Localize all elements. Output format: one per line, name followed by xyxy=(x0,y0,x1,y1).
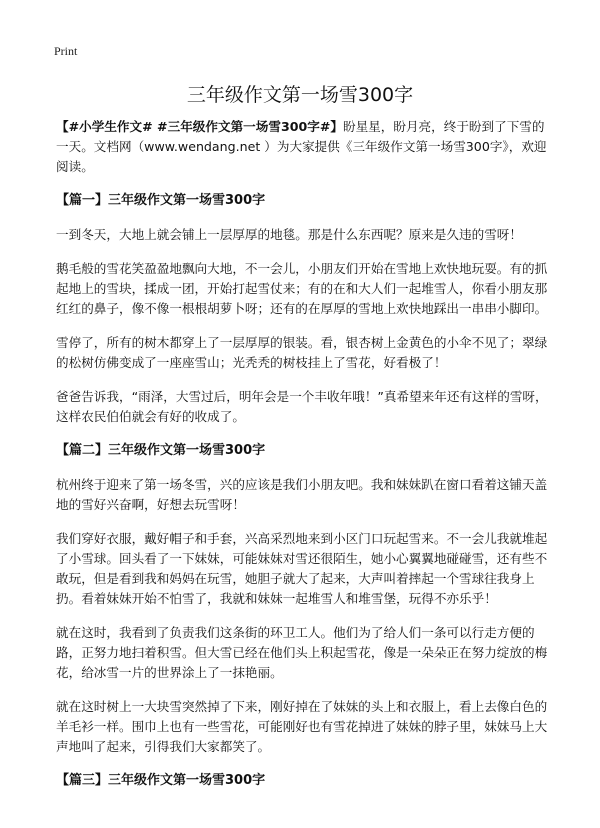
print-label: Print xyxy=(54,44,78,58)
document-body xyxy=(56,117,554,805)
intro-tag: 【#小学生作文# #三年级作文第一场雪300字#】 xyxy=(56,119,343,134)
section-1-paragraph-3: 雪停了，所有的树木都穿上了一层厚厚的银装。看，银杏树上金黄色的小伞不见了；翠绿的松树仿佛变成了一座座雪山；光秃秃的树枝挂上了雪花，好看极了！ xyxy=(56,335,548,370)
intro-paragraph xyxy=(56,117,554,177)
section-heading-2: 【篇二】三年级作文第一场雪300字 xyxy=(56,443,266,458)
section-heading-1: 【篇一】三年级作文第一场雪300字 xyxy=(56,193,266,208)
intro-text: 盼星星，盼月亮，终于盼到了下雪的一天。文档网（www.wendang.net ）为大家提供《三年级作文第一场雪300字》，欢迎阅读。 xyxy=(56,119,547,174)
section-1-paragraph-4: 爸爸告诉我，“雨泽，大雪过后，明年会是一个丰收年哦！”真希望来年还有这样的雪呀，这样农民伯伯就会有好的收成了。 xyxy=(56,389,548,424)
section-2-paragraph-2: 我们穿好衣服，戴好帽子和手套，兴高采烈地来到小区门口玩起雪来。不一会儿我就堆起了小雪球。回头看了一下妹妹，可能妹妹对雪还很陌生，她小心翼翼地碰碰雪，还有些不敢玩，但是看到我和妈妈在玩雪，她胆子就大了起来，大声叫着摔起一个雪球往我身上扔。看着妹妹开始不怕雪了，我就和妹妹一起堆雪人和堆雪堡，玩得不亦乐乎！ xyxy=(56,531,548,606)
section-heading-3: 【篇三】三年级作文第一场雪300字 xyxy=(56,773,266,788)
section-2-paragraph-4: 就在这时树上一大块雪突然掉了下来，刚好掉在了妹妹的头上和衣服上，看上去像白色的羊毛衫一样。围巾上也有一些雪花，可能刚好也有雪花掉进了妹妹的脖子里，妹妹马上大声地叫了起来，引得我们大家都笑了。 xyxy=(56,699,548,754)
section-2-paragraph-3: 就在这时，我看到了负责我们这条街的环卫工人。他们为了给人们一条可以行走方便的路，正努力地扫着积雪。但大雪已经在他们头上积起雪花，像是一朵朵正在努力绽放的梅花，给冰雪一片的世界涂上了一抹艳丽。 xyxy=(56,625,548,680)
section-2-paragraph-1: 杭州终于迎来了第一场冬雪，兴的应该是我们小朋友吧。我和妹妹趴在窗口看着这铺天盖地的雪好兴奋啊，好想去玩雪呀！ xyxy=(56,477,548,512)
section-1-paragraph-1: 一到冬天，大地上就会铺上一层厚厚的地毯。那是什么东西呢？原来是久违的雪呀！ xyxy=(56,227,522,242)
document-title: 三年级作文第一场雪300字 xyxy=(186,84,414,106)
section-1-paragraph-2: 鹅毛般的雪花笑盈盈地飘向大地，不一会儿，小朋友们开始在雪地上欢快地玩耍。有的抓起地上的雪块，揉成一团，开始打起雪仗来；有的在和大人们一起堆雪人，你看小朋友那红红的鼻子，像不像一根根胡萝卜呀；还有的在厚厚的雪地上欢快地踩出一串串小脚印。 xyxy=(56,261,548,316)
